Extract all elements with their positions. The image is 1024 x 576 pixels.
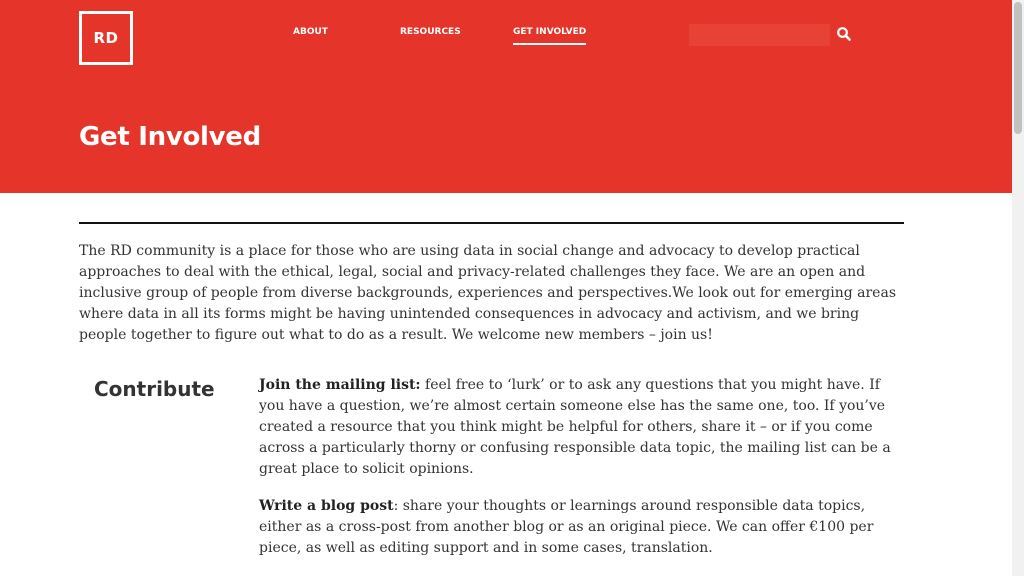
search-icon[interactable]: [836, 26, 852, 42]
active-nav-indicator: [513, 43, 586, 45]
site-logo[interactable]: RD: [79, 11, 133, 65]
nav-link-get-involved[interactable]: [513, 27, 586, 37]
contribute-item-mailing-list: [259, 375, 894, 480]
search-input[interactable]: [689, 24, 830, 46]
nav-link-label: GET INVOLVED: [513, 27, 587, 37]
intro-paragraph: The RD community is a place for those who are using data in social change and advocacy to develop practical approaches to deal with the ethical, legal, social and privacy-related challenges they face. We are an open and inclusive group of people from diverse backgrounds, experiences and perspectives.We look out for emerging areas where data in all its forms might be having unintended consequences in advocacy and activism, and we bring people together to figure out what to do as a result. We welcome new members – join us!: [79, 243, 896, 343]
scrollbar-thumb[interactable]: [1014, 2, 1022, 134]
contribute-heading: Contribute: [94, 377, 215, 401]
contribute-item-title: Join the mailing list:: [259, 377, 421, 393]
contribute-item-text: : share your thoughts or learnings around responsible data topics, either as a cross-post from another blog or as an original piece. We can offer €100 per piece, as well as editing support and in some cases, translation.: [259, 498, 874, 556]
content-divider: [79, 222, 904, 224]
nav-link-about[interactable]: ABOUT: [293, 27, 328, 37]
contribute-item-title: Write a blog post: [259, 498, 394, 514]
nav-link-resources[interactable]: RESOURCES: [400, 27, 461, 37]
contribute-item-blog-post: [259, 496, 894, 559]
site-header: [0, 0, 1012, 193]
page-scrollbar[interactable]: [1012, 0, 1024, 576]
contribute-item-text: feel free to ‘lurk’ or to ask any questions that you might have. If you have a question, we’re almost certain someone else has the same one, too. If you’ve created a resource that you think might be helpful for others, share it – or if you come across a particularly thorny or confusing responsible data topic, the mailing list can be a great place to solicit opinions.: [259, 377, 891, 477]
page-title: Get Involved: [79, 122, 261, 152]
